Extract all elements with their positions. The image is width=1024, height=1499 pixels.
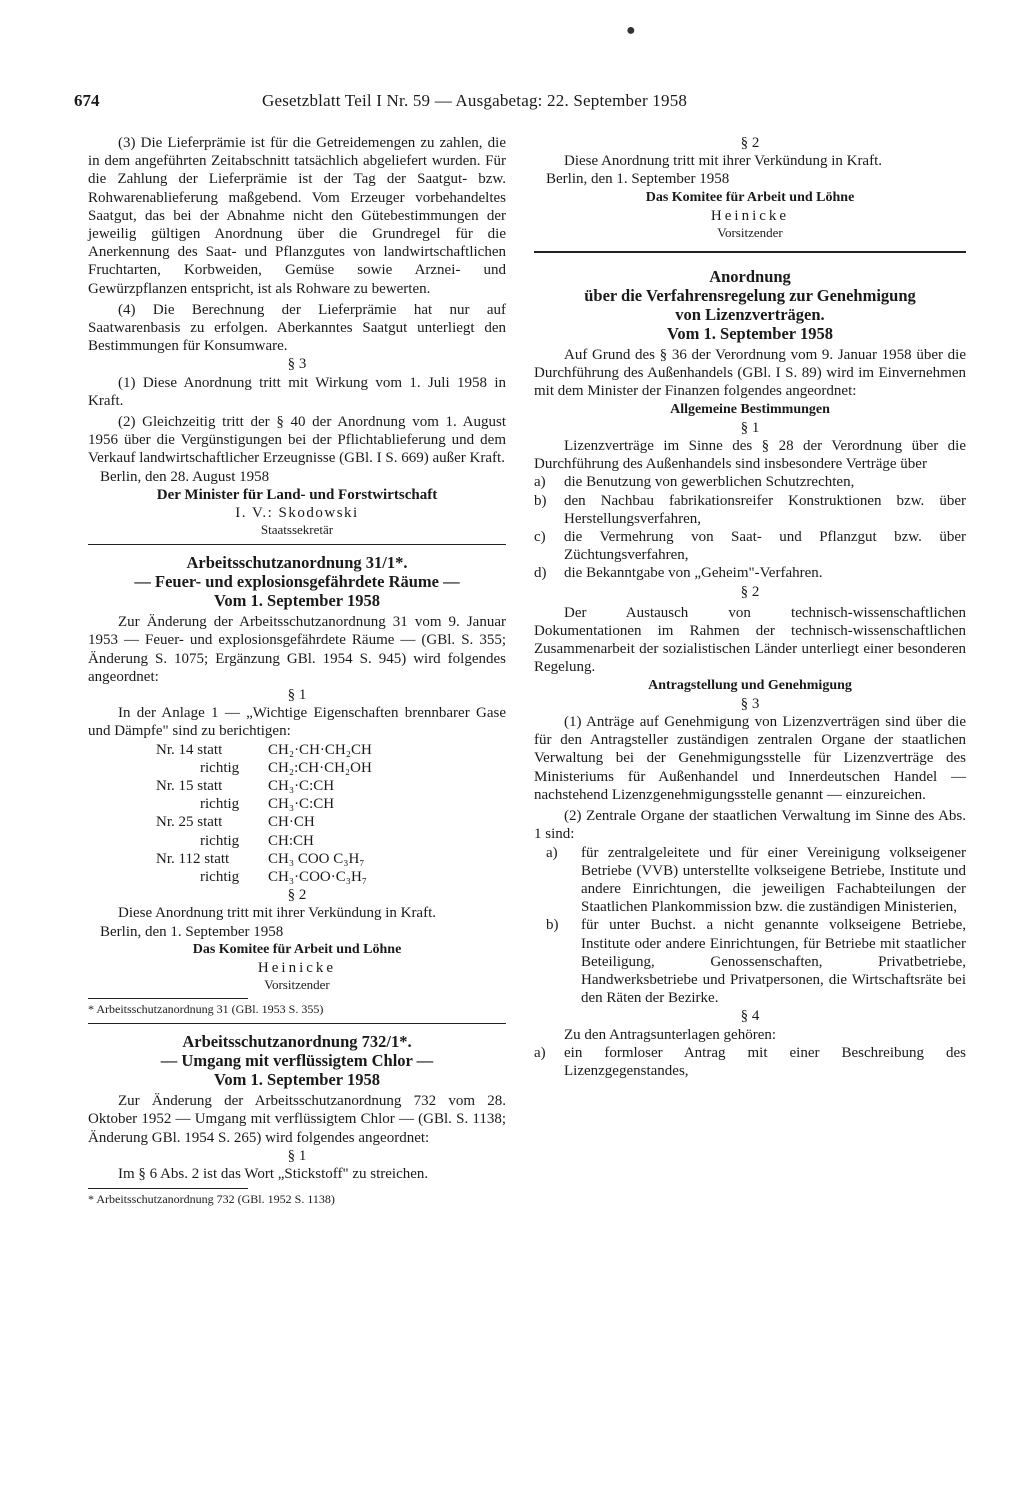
section-1-text: Im § 6 Abs. 2 ist das Wort „Stickstoff" zu streichen. — [118, 1166, 429, 1183]
item-label: a) — [546, 844, 558, 861]
correction-row — [88, 832, 506, 850]
list-item — [534, 473, 966, 491]
correction-row — [88, 777, 506, 795]
paragraph-4: (4) Die Berechnung der Lieferprämie hat nur auf Saatwarenbasis zu erfolgen. Aberkanntes Saatgut unterliegt den Bestimmungen für Konsumware. — [88, 301, 506, 355]
signing-date: Berlin, den 1. September 1958 — [100, 923, 284, 940]
authority-title: Staatssekretär — [260, 522, 334, 538]
divider — [88, 1023, 506, 1024]
footnote: * Arbeitsschutzanordnung 31 (GBl. 1953 S. 355) — [88, 1002, 324, 1017]
formula: CH₃·C:CH — [268, 796, 335, 813]
formula: CH·CH — [268, 814, 315, 831]
ordinance-intro: Auf Grund des § 36 der Verordnung vom 9. Januar 1958 über die Durchführung des Außenhandels (GBl. I S. 89) wird im Einvernehmen mit dem Minister der Finanzen folgendes angeordnet: — [534, 347, 966, 400]
authority-name — [88, 504, 506, 522]
list-item — [534, 564, 966, 582]
ordinance-date: Vom 1. September 1958 — [214, 1070, 380, 1090]
ordinance-title: Arbeitsschutzanordnung 31/1*. — [186, 553, 408, 573]
section-1-heading: § 1 — [287, 1147, 307, 1164]
page-header — [74, 88, 786, 114]
ordinance-title: Arbeitsschutzanordnung 732/1*. — [182, 1032, 412, 1052]
item-label: b) — [546, 917, 559, 934]
item-text: die Vermehrung von Saat- und Pflanzgut bzw. über Züchtungsverfahren, — [564, 529, 966, 564]
item-label: d) — [534, 565, 547, 582]
correction-row — [88, 741, 506, 759]
section-4-heading: § 4 — [740, 1008, 760, 1025]
chemical-corrections — [88, 741, 506, 887]
formula: CH₃ COO C₃H₇ — [268, 850, 365, 867]
section-1-heading: § 1 — [287, 687, 307, 704]
item-text: für unter Buchst. a nicht genannte volkseigene Betriebe, Institute oder andere Einrichtungen, für Betriebe mit staatlicher Beteiligung, Genossenschaften, Privatbetriebe, Handwerksbetriebe und Privatpersonen, die Wirtschaftsräte bei den Räten der Bezirke. — [581, 917, 966, 1007]
signing-date: Berlin, den 28. August 1958 — [100, 468, 270, 485]
signatory: I. V.: Skodowski — [235, 505, 359, 522]
authority-name: Heinicke — [710, 207, 790, 224]
divider — [534, 251, 966, 253]
authority-org: Das Komitee für Arbeit und Löhne — [192, 941, 402, 957]
item-label: a) — [534, 474, 546, 491]
item-label: a) — [534, 1044, 546, 1061]
ordinance-intro: Zur Änderung der Arbeitsschutzanordnung 732 vom 28. Oktober 1952 — Umgang mit verflüssigtem Chlor — (GBl. S. 1138; Änderung GBl. 1954 S. 265) wird folgendes angeordnet: — [88, 1093, 506, 1146]
correction-row — [88, 795, 506, 813]
list-item — [534, 528, 966, 564]
footnote-rule — [88, 1188, 248, 1189]
section-group-heading: Antragstellung und Genehmigung — [648, 677, 852, 693]
page-number: 674 — [74, 91, 100, 110]
section-3-paragraph-1: (1) Anträge auf Genehmigung von Lizenzverträgen sind über die für den Antragsteller zuständigen zentralen Organe der staatlichen Verwaltung bei der Genehmigungsstelle für Lizenzverträge des Ministeriums für Außenhandel und Innerdeutschen Handel — nachstehend Lizenzgenehmigungsstelle genannt — einzureichen. — [534, 714, 966, 803]
ordinance-subtitle: von Lizenzverträgen. — [675, 305, 825, 325]
ordinance-intro: Zur Änderung der Arbeitsschutzanordnung 31 vom 9. Januar 1953 — Feuer- und explosionsgefährdete Räume — (GBl. S. 355; Änderung S. 1075; Ergänzung GBl. 1954 S. 945) wird folgendes angeordnet: — [88, 614, 506, 685]
section-1-heading: § 1 — [740, 419, 760, 436]
ordinance-subtitle: — Umgang mit verflüssigtem Chlor — — [160, 1051, 434, 1071]
list-item — [534, 492, 966, 528]
section-2-heading: § 2 — [740, 135, 760, 151]
list-item — [534, 1044, 966, 1080]
section-3-heading: § 3 — [287, 356, 307, 373]
correction-row — [88, 868, 506, 886]
ordinance-date: Vom 1. September 1958 — [667, 324, 833, 344]
paragraph-3: (3) Die Lieferprämie ist für die Getreidemengen zu zahlen, die in dem angeführten Zeitabschnitt tatsächlich abgeliefert wurden. Für die Zahlung der Lieferprämie ist der Tag der Saatgut- bzw. Rohwarenablieferung maßgebend. Vom Erzeuger vorbehandeltes Saatgut, das bei der Abnahme nicht den Gütebestimmungen der jeweilig gültigen Anordnung über die Grundregel für die Anerkennung des Saat- und Pflanzgutes von landwirtschaftlichen Fruchtarten, Korbweiden, Gemüse sowie Arznei- und Gewürzpflanzen entspricht, ist als Rohware zu bewerten. — [88, 135, 506, 297]
ordinance-title: Anordnung — [709, 267, 791, 287]
section-1-text: Lizenzverträge im Sinne des § 28 der Verordnung über die Durchführung des Außenhandels sind insbesondere Verträge über — [534, 438, 966, 473]
authority-org: Der Minister für Land- und Forstwirtschaft — [156, 486, 438, 503]
formula: CH₃·C:CH — [268, 778, 335, 795]
ink-mark: ● — [626, 22, 636, 39]
section-3-paragraph-2: (2) Gleichzeitig tritt der § 40 der Anordnung vom 1. August 1956 über die Vergünstigungen bei der Pflichtablieferung und dem Verkauf landwirtschaftlicher Erzeugnisse (GBl. I S. 669) außer Kraft. — [88, 414, 506, 467]
ordinance-subtitle: über die Verfahrensregelung zur Genehmigung — [584, 286, 916, 306]
item-text: die Benutzung von gewerblichen Schutzrechten, — [564, 474, 855, 491]
divider — [88, 544, 506, 545]
section-1-text: In der Anlage 1 — „Wichtige Eigenschaften brennbarer Gase und Dämpfe" sind zu berichtigen: — [88, 705, 506, 740]
item-label: b) — [534, 492, 547, 509]
gazette-title: Gesetzblatt Teil I Nr. 59 — Ausgabetag: 22. September 1958 — [262, 91, 688, 110]
section-2-heading: § 2 — [740, 583, 760, 600]
ordinance-subtitle: — Feuer- und explosionsgefährdete Räume — — [134, 572, 460, 592]
item-text: den Nachbau fabrikationsreifer Konstruktionen bzw. über Herstellungsverfahren, — [564, 492, 966, 527]
ordinance-date: Vom 1. September 1958 — [214, 591, 380, 611]
correction-row — [88, 813, 506, 831]
item-label: c) — [534, 529, 546, 546]
list-item — [534, 844, 966, 917]
correction-row — [88, 759, 506, 777]
section-4-text: Zu den Antragsunterlagen gehören: — [564, 1026, 777, 1043]
correction-label: richtig — [200, 759, 240, 776]
right-column — [534, 134, 966, 1080]
section-3-paragraph-2: (2) Zentrale Organe der staatlichen Verwaltung im Sinne des Abs. 1 sind: — [534, 808, 966, 843]
section-2-heading: § 2 — [287, 887, 307, 904]
correction-row — [88, 850, 506, 868]
correction-label: Nr. 15 statt — [156, 778, 223, 795]
list-item — [534, 916, 966, 1007]
correction-label: richtig — [200, 869, 240, 885]
section-group-heading: Allgemeine Bestimmungen — [670, 401, 830, 417]
left-column — [88, 134, 506, 1207]
item-text: für zentralgeleitete und für einer Vereinigung volkseigener Betriebe (VVB) unterstellte volkseigene Betriebe, Institute und andere Einrichtungen, die jeweiligen Fachabteilungen der Staatlichen Plankommission bzw. die zuständigen Ministerien, — [581, 844, 966, 916]
formula: CH₃·COO·C₃H₇ — [268, 869, 368, 885]
correction-label: Nr. 25 statt — [156, 814, 223, 831]
footnote-rule — [88, 998, 248, 999]
formula: CH₂:CH·CH₂OH — [268, 759, 372, 776]
formula: CH:CH — [268, 832, 314, 849]
authority-title: Vorsitzender — [264, 977, 330, 993]
item-text: die Bekanntgabe von „Geheim"-Verfahren. — [564, 565, 823, 582]
authority-org: Das Komitee für Arbeit und Löhne — [645, 189, 855, 205]
correction-label: richtig — [200, 796, 240, 813]
correction-label: Nr. 112 statt — [156, 850, 230, 867]
correction-label: richtig — [200, 832, 240, 849]
authority-title: Vorsitzender — [717, 225, 783, 241]
section-3-paragraph-1: (1) Diese Anordnung tritt mit Wirkung vom 1. Juli 1958 in Kraft. — [88, 374, 506, 409]
formula: CH₂·CH·CH₂CH — [268, 741, 372, 758]
section-3-heading: § 3 — [740, 695, 760, 712]
signing-date: Berlin, den 1. September 1958 — [546, 171, 730, 188]
section-2-text: Diese Anordnung tritt mit ihrer Verkündung in Kraft. — [564, 153, 883, 170]
section-2-text: Der Austausch von technisch-wissenschaftlichen Dokumentationen im Rahmen der technisch-wissenschaftlichen Zusammenarbeit der sozialistischen Länder unterliegt einer besonderen Regelung. — [534, 604, 966, 676]
footnote: * Arbeitsschutzanordnung 732 (GBl. 1952 S. 1138) — [88, 1192, 335, 1207]
authority-name: Heinicke — [257, 960, 337, 976]
correction-label: Nr. 14 statt — [156, 741, 223, 758]
item-text: ein formloser Antrag mit einer Beschreibung des Lizenzgegenstandes, — [564, 1044, 966, 1079]
section-2-text: Diese Anordnung tritt mit ihrer Verkündung in Kraft. — [118, 905, 437, 922]
